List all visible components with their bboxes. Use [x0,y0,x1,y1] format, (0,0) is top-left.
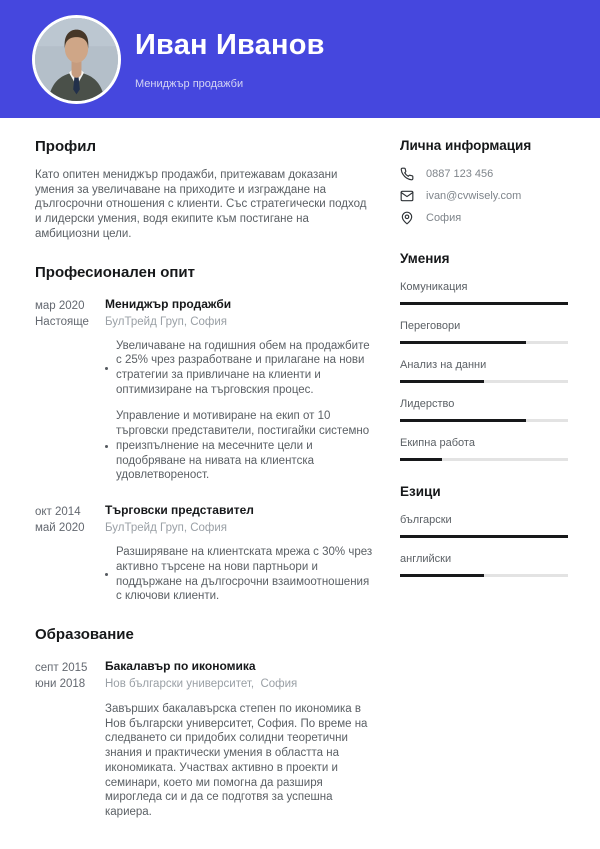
experience-section [35,264,375,604]
skill-label: Лидерство [400,398,455,410]
skill-bar-fill [400,419,526,422]
contact-phone: 0887 123 456 [426,168,494,180]
language-label: български [400,514,452,526]
languages-section [400,484,568,577]
language-bar-fill [400,535,568,538]
skill-item [400,437,568,461]
bullet-list [105,545,375,604]
skill-item [400,359,568,383]
header-text [135,29,325,90]
portrait-photo [35,18,118,101]
job-title: Търговски представител [105,503,254,518]
company: БулТрейд Груп, София [105,315,228,328]
skill-item [400,398,568,422]
education-heading: Образование [35,625,134,643]
date-range [35,503,105,604]
school-name: Нов български университет, София [105,677,298,690]
job-title: Мениджър продажби [105,296,232,311]
date-range [35,297,105,483]
main-content [0,118,600,820]
education-description: Завърших бакалавърска степен по икономика в Нов български университет, София. По време на следването си придобих солидни теоретични знания и практически умения в областта на икономиката. Участвах активно в проекти и семинари, което ми помогна да разширя мирогледа си и да се подготвя за успешна кариера. [105,702,368,818]
profile-heading: Профил [35,138,96,155]
skill-bar [400,302,568,305]
degree-title: Бакалавър по икономика [105,658,256,673]
personal-info-section [400,138,568,225]
skill-item [400,281,568,305]
skill-label: Екипна работа [400,437,475,449]
skill-label: Комуникация [400,281,468,293]
date-start: септ 2015 [35,661,88,674]
bullet-item [105,339,375,398]
bullet-dot [105,445,108,448]
experience-entry [35,503,375,604]
language-label: английски [400,553,452,565]
job-subtitle: Мениджър продажби [135,77,244,90]
date-start: окт 2014 [35,506,81,519]
date-end: Настояще [35,315,89,328]
skill-bar [400,380,568,383]
contact-location: София [426,212,462,224]
skill-bar [400,419,568,422]
skill-label: Анализ на данни [400,359,487,371]
languages-heading: Езици [400,484,441,499]
date-end: юни 2018 [35,678,86,691]
language-item [400,553,568,577]
skill-bar [400,458,568,461]
bullet-dot [105,367,108,370]
skill-item [400,320,568,344]
header [0,0,600,118]
contact-phone-row [400,167,568,181]
skill-bar-fill [400,458,442,461]
entry-body [105,297,375,483]
date-range [35,659,105,820]
avatar [32,15,121,104]
bullet-text: Управление и мотивиране на екип от 10 търговски представители, постигайки системно преизпълнение на месечните цели и подобряване на нивата на клиентска удовлетвореност. [116,410,370,482]
profile-text: Като опитен мениджър продажби, притежавам доказани умения за увеличаване на приходите и изграждане на дългосрочни отношения с клиенти. Със стратегически подход и лидерски умения, водя екипите към постигане на амбициозни цели. [35,169,367,240]
bullet-text: Разширяване на клиентската мрежа с 30% чрез активно търсене на нови партньори и поддържане на дългосрочни взаимоотношения с ключови клиенти. [116,546,373,603]
skill-bar-fill [400,341,526,344]
contact-list [400,167,568,225]
skill-bar-fill [400,302,568,305]
experience-entry [35,297,375,483]
education-section [35,626,375,820]
language-bar [400,535,568,538]
entry-body [105,659,375,820]
name: Иван Иванов [135,28,325,61]
profile-section [35,138,375,242]
contact-email-row [400,189,568,203]
bullet-list [105,339,375,483]
bullet-item [105,545,375,604]
education-entry [35,659,375,820]
right-column [400,138,568,820]
language-bar-fill [400,574,484,577]
skills-heading: Умения [400,251,450,266]
bullet-item [105,409,375,483]
date-end: май 2020 [35,522,85,535]
contact-location-row [400,211,568,225]
bullet-text: Увеличаване на годишния обем на продажбите с 25% чрез разработване и прилагане на нови стратегии за привличане на клиенти и оптимизиране на търговския процес. [116,339,370,396]
skill-label: Переговори [400,320,461,332]
skills-section [400,251,568,461]
language-bar [400,574,568,577]
company: БулТрейд Груп, София [105,522,228,535]
phone-icon [400,167,414,181]
experience-heading: Професионален опит [35,263,195,281]
personal-info-heading: Лична информация [400,138,532,153]
date-start: мар 2020 [35,299,85,312]
mail-icon [400,189,414,203]
left-column [35,138,375,820]
skill-bar [400,341,568,344]
location-icon [400,211,414,225]
entry-body [105,503,375,604]
bullet-dot [105,573,108,576]
contact-email: ivan@cvwisely.com [426,190,522,202]
skill-bar-fill [400,380,484,383]
language-item [400,514,568,538]
